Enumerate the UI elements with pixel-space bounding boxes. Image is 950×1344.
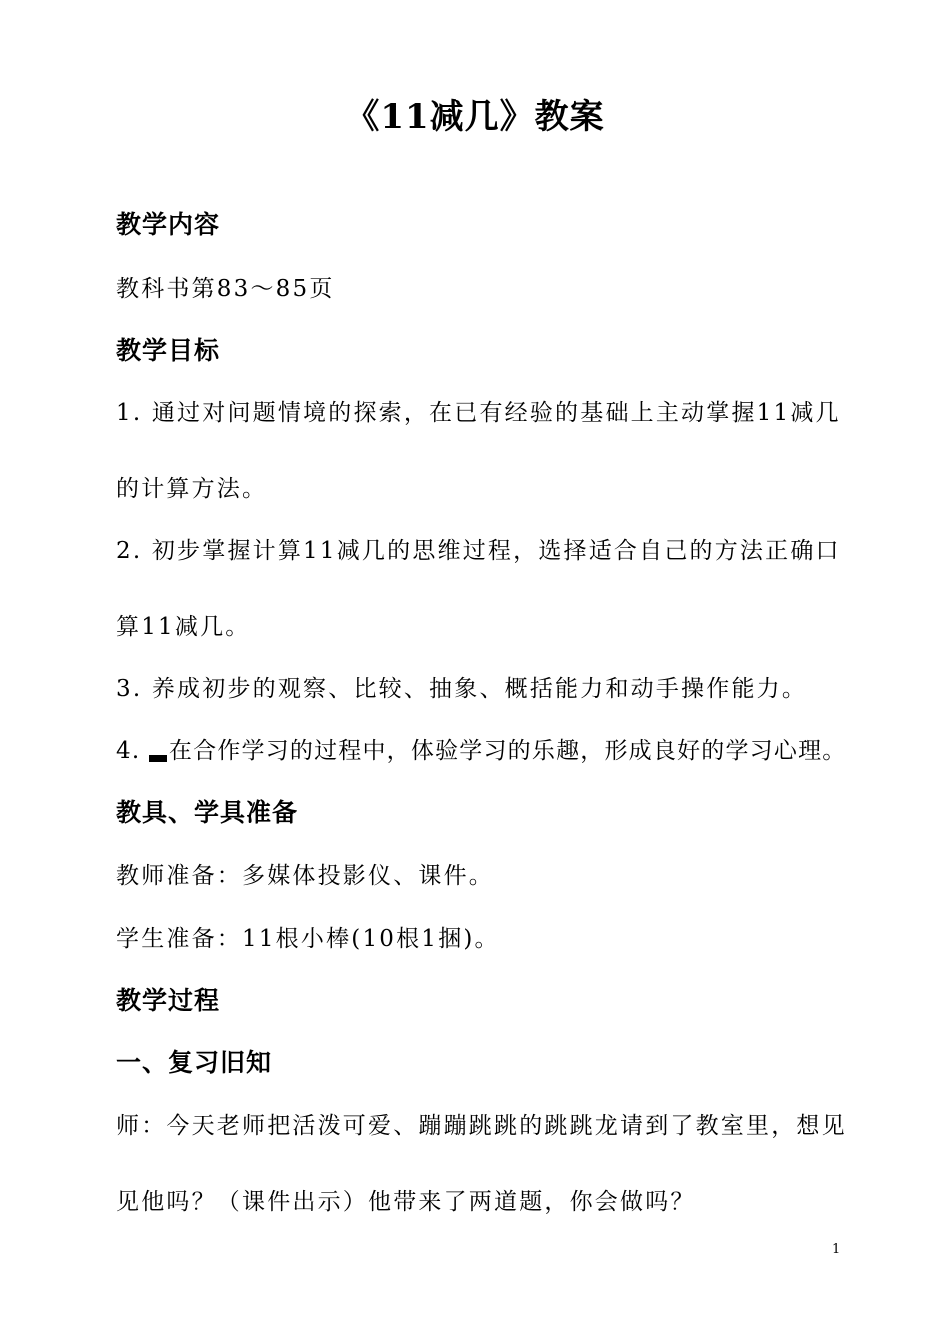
goal-3: 3. 养成初步的观察、比较、抽象、概括能力和动手操作能力。 [116, 676, 808, 702]
goal-1-line-1: 1. 通过对问题情境的探索，在已有经验的基础上主动掌握11减几 [116, 400, 841, 426]
goal-4 [116, 733, 846, 769]
goal-4-number: 4. [116, 738, 141, 764]
heading-teaching-content: 教学内容 [116, 210, 221, 239]
heading-preparation: 教具、学具准备 [116, 798, 299, 827]
bullet-mark-icon [149, 755, 167, 762]
prep-student: 学生准备：11根小棒(10根1捆)。 [116, 926, 500, 952]
goal-2-line-2: 算11减几。 [116, 614, 251, 640]
teaching-content-text: 教科书第83～85页 [116, 276, 335, 302]
heading-teaching-goals: 教学目标 [116, 336, 221, 365]
goal-2-line-1: 2. 初步掌握计算11减几的思维过程，选择适合自己的方法正确口 [116, 538, 841, 564]
page-number: 1 [832, 1242, 841, 1257]
heading-review: 一、复习旧知 [116, 1048, 273, 1077]
document-title: 《11减几》教案 [345, 97, 605, 137]
heading-teaching-process: 教学过程 [116, 986, 221, 1015]
goal-4-text: 在合作学习的过程中，体验学习的乐趣，形成良好的学习心理。 [168, 738, 847, 764]
goal-1-line-2: 的计算方法。 [116, 476, 268, 502]
review-line-2: 见他吗？（课件出示）他带来了两道题，你会做吗？ [116, 1189, 696, 1215]
prep-teacher: 教师准备：多媒体投影仪、课件。 [116, 863, 494, 889]
review-line-1: 师：今天老师把活泼可爱、蹦蹦跳跳的跳跳龙请到了教室里，想见 [116, 1113, 847, 1139]
